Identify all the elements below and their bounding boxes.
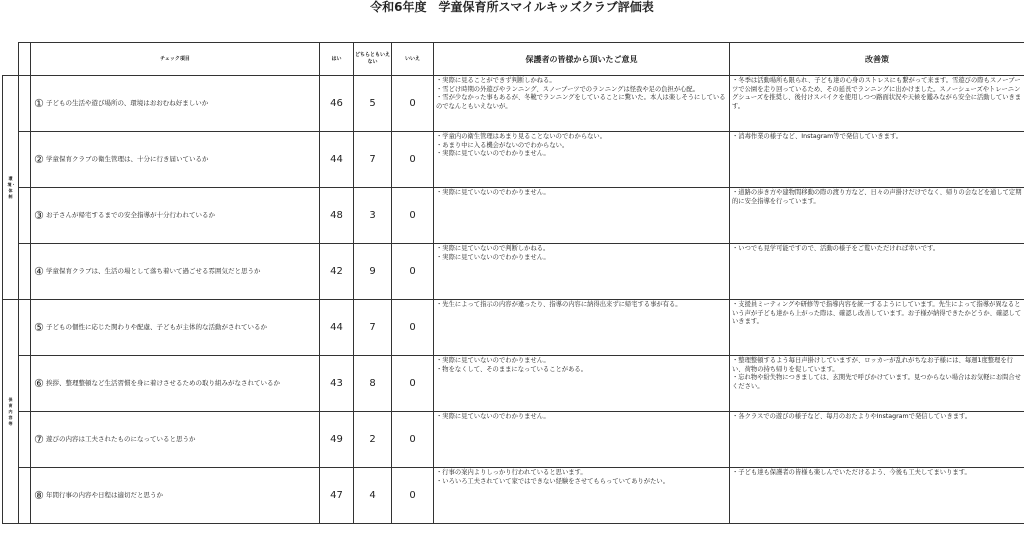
table-row: [3, 132, 1024, 188]
table-row: [3, 412, 1024, 468]
opinion-cell: ・実際に見ていないのでわかりません。: [434, 188, 730, 244]
count-yes: 47: [320, 468, 354, 524]
table-row: [3, 244, 1024, 300]
count-yes: 46: [320, 76, 354, 132]
category-label: 環境・体制: [7, 175, 16, 199]
evaluation-table: [2, 42, 1024, 524]
row-spacer: [19, 244, 31, 300]
item-text: 学童保育クラブの衛生管理は、十分に行き届いているか: [46, 155, 209, 163]
header-row: [3, 43, 1024, 76]
count-no: 0: [392, 468, 434, 524]
improvement-cell: ・道路の歩き方や建物間移動の際の渡り方など、日々の声掛けだけでなく、帰りの会などを通して定期的に安全指導を行っています。: [730, 188, 1024, 244]
header-no: いいえ: [392, 43, 434, 76]
count-neither: 7: [354, 300, 392, 356]
count-yes: 44: [320, 300, 354, 356]
row-spacer: [19, 132, 31, 188]
row-spacer: [19, 188, 31, 244]
count-yes: 43: [320, 356, 354, 412]
count-yes: 44: [320, 132, 354, 188]
check-item: [31, 76, 320, 132]
item-text: 遊びの内容は工夫されたものになっていると思うか: [46, 435, 196, 443]
table-row: [3, 300, 1024, 356]
header-check: チェック項目: [31, 43, 320, 76]
row-spacer: [19, 300, 31, 356]
check-item: [31, 300, 320, 356]
corner-cell: [3, 43, 19, 76]
check-item: [31, 412, 320, 468]
category-env: [3, 76, 19, 300]
table-row: [3, 76, 1024, 132]
improvement-cell: ・冬季は活動場所も限られ、子ども達の心身のストレスにも繋がって来ます。雪遊びの際もスノーブーツで公園を走り回っているため、その延長でランニングに出かけました。スノーシューズやトレーニングシューズを推奨し、後付けスパイクを使用しつつ路面状況や天候を鑑みながら安全に活動していきます。: [730, 76, 1024, 132]
item-text: 子どもの生活や遊び場所の、環境はおおむね好ましいか: [46, 99, 209, 107]
count-neither: 9: [354, 244, 392, 300]
opinion-cell: ・先生によって指示の内容が違ったり、指導の内容に納得出来ずに帰宅する事が有る。: [434, 300, 730, 356]
check-item: [31, 356, 320, 412]
item-text: 学童保育クラブは、生活の場として落ち着いて過ごせる雰囲気だと思うか: [46, 267, 261, 275]
item-number: ⑥: [34, 377, 44, 390]
check-item: [31, 188, 320, 244]
improvement-cell: ・いつでも見学可能ですので、活動の様子をご覧いただければ幸いです。: [730, 244, 1024, 300]
count-neither: 3: [354, 188, 392, 244]
opinion-cell: ・学童内の衛生管理はあまり見ることないのでわからない。 ・あまり中に入る機会がないのでわからない。 ・実際に見ていないのでわかりません。: [434, 132, 730, 188]
improvement-cell: ・各クラスでの遊びの様子など、毎月のおたよりやInstagramで発信していきます。: [730, 412, 1024, 468]
improvement-cell: ・消毒作業の様子など、Instagram等で発信していきます。: [730, 132, 1024, 188]
count-no: 0: [392, 188, 434, 244]
item-number: ④: [34, 265, 44, 278]
item-number: ②: [34, 153, 44, 166]
count-neither: 8: [354, 356, 392, 412]
header-neither: どちらともいえない: [354, 43, 392, 76]
header-improvements: 改善策: [730, 43, 1024, 76]
improvement-cell: ・整理整頓するよう毎日声掛けしていますが、ロッカーが乱れがちなお子様には、毎週1度整理を行い、荷物の持ち帰りを促しています。 ・忘れ物や紛失物につきましては、玄関先で呼びかけています。見つからない場合はお気軽にお問合せください。: [730, 356, 1024, 412]
check-item: [31, 244, 320, 300]
row-spacer: [19, 468, 31, 524]
opinion-cell: ・実際に見ていないのでわかりません。 ・物をなくして、そのままになっていることがある。: [434, 356, 730, 412]
opinion-cell: ・実際に見ていないので判断しかねる。 ・実際に見ていないのでわかりません。: [434, 244, 730, 300]
count-no: 0: [392, 244, 434, 300]
opinion-cell: ・実際に見ることができず判断しかねる。 ・雪どけ時期の外遊びやランニング、スノーブーツでのランニングは怪我や足の負担が心配。 ・雪が少なかった事もあるが、冬靴でランニングをしていることに驚いた。本人は楽しそうにしているのでなんともいえないが。: [434, 76, 730, 132]
category-content: [3, 300, 19, 524]
table-row: [3, 356, 1024, 412]
table-row: [3, 188, 1024, 244]
row-spacer: [19, 76, 31, 132]
opinion-cell: ・行事の案内よりしっかり行われていると思います。 ・いろいろ工夫されていて家ではできない経験をさせてもらっていてありがたい。: [434, 468, 730, 524]
count-yes: 42: [320, 244, 354, 300]
item-text: 挨拶、整理整頓など生活習慣を身に着けさせるための取り組みがなされているか: [46, 379, 280, 387]
count-no: 0: [392, 356, 434, 412]
count-neither: 2: [354, 412, 392, 468]
count-no: 0: [392, 412, 434, 468]
corner-cell-2: [19, 43, 31, 76]
item-number: ①: [34, 97, 44, 110]
count-yes: 48: [320, 188, 354, 244]
count-neither: 5: [354, 76, 392, 132]
row-spacer: [19, 356, 31, 412]
category-label: 保育内容等: [8, 396, 13, 426]
item-number: ⑤: [34, 321, 44, 334]
header-yes: はい: [320, 43, 354, 76]
item-text: 子どもの個性に応じた関わりや配慮、子どもが主体的な活動がされているか: [46, 323, 267, 331]
item-text: お子さんが帰宅するまでの安全指導が十分行われているか: [46, 211, 215, 219]
item-text: 年間行事の内容や日程は適切だと思うか: [46, 491, 163, 499]
count-neither: 7: [354, 132, 392, 188]
page-title: 令和6年度 学童保育所スマイルキッズクラブ評価表: [370, 0, 654, 14]
count-yes: 49: [320, 412, 354, 468]
check-item: [31, 132, 320, 188]
header-opinions: 保護者の皆様から頂いたご意見: [434, 43, 730, 76]
count-neither: 4: [354, 468, 392, 524]
item-number: ⑦: [34, 433, 44, 446]
item-number: ⑧: [34, 489, 44, 502]
count-no: 0: [392, 300, 434, 356]
count-no: 0: [392, 76, 434, 132]
table-row: [3, 468, 1024, 524]
item-number: ③: [34, 209, 44, 222]
count-no: 0: [392, 132, 434, 188]
opinion-cell: ・実際に見ていないのでわかりません。: [434, 412, 730, 468]
improvement-cell: ・支援員ミーティングや研修等で指導内容を統一するようにしています。先生によって指導が異なるという声が子ども達から上がった際は、確認し改善しています。お子様が納得できたかどうか、確認していきます。: [730, 300, 1024, 356]
improvement-cell: ・子ども達も保護者の皆様も楽しんでいただけるよう、今後も工夫してまいります。: [730, 468, 1024, 524]
row-spacer: [19, 412, 31, 468]
check-item: [31, 468, 320, 524]
